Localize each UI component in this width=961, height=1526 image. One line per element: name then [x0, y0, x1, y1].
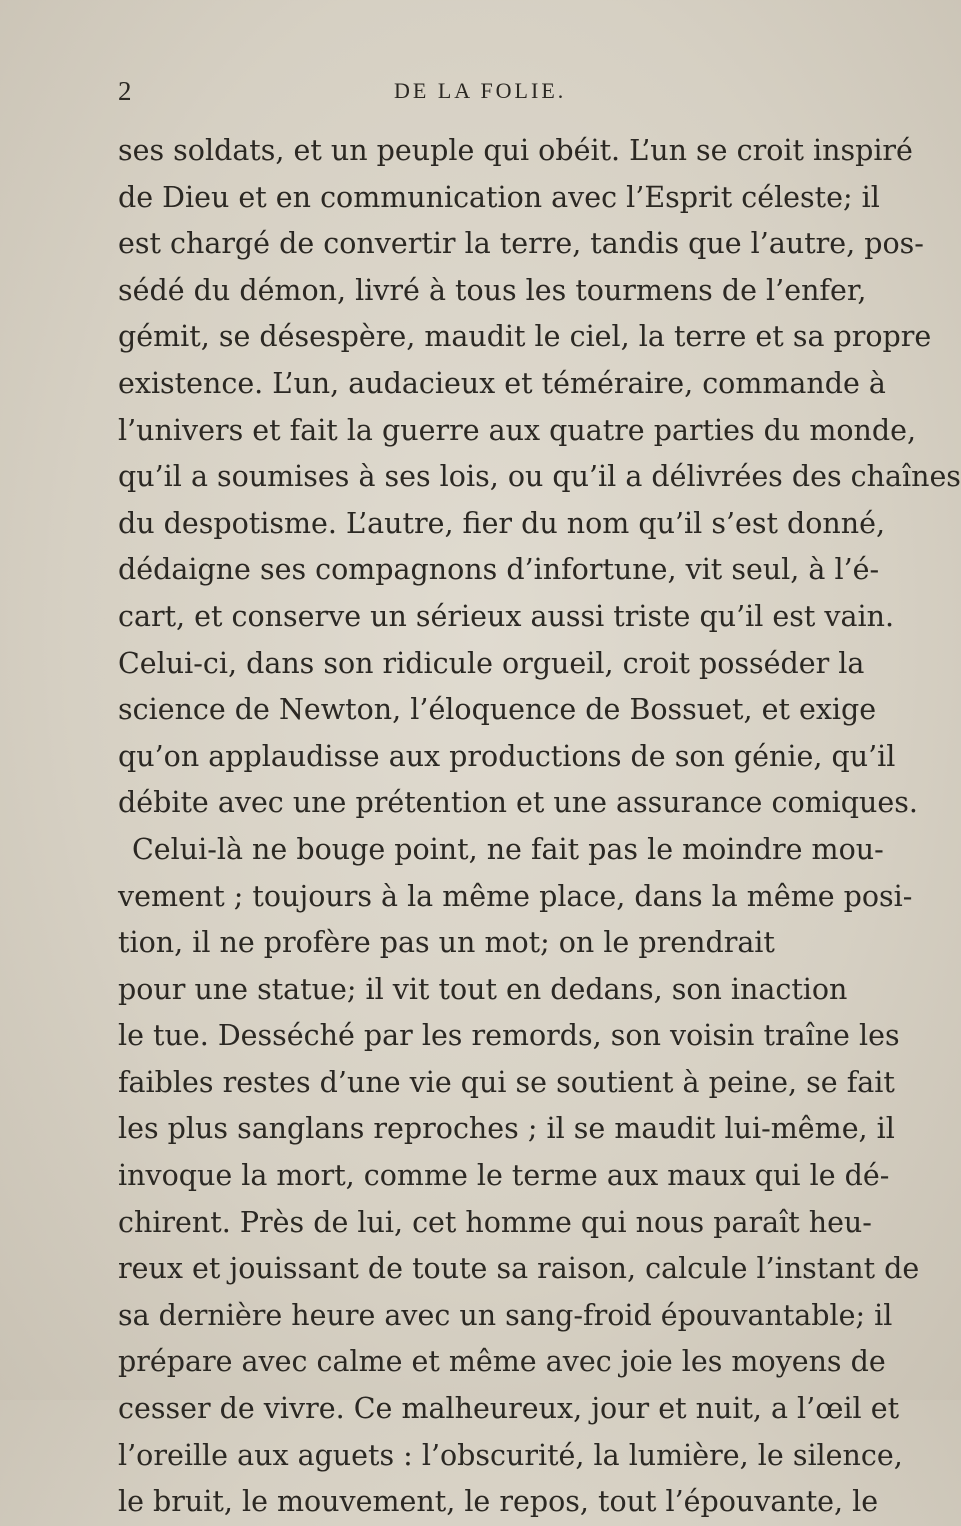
text-line: le tue. Desséché par les remords, son voisin traîne les	[118, 1019, 900, 1053]
text-line: qu’il a soumises à ses lois, ou qu’il a délivrées des chaînes	[118, 460, 961, 494]
text-line: sédé du démon, livré à tous les tourmens de l’enfer,	[118, 273, 867, 307]
text-line: cesser de vivre. Ce malheureux, jour et nuit, a l’œil et	[118, 1392, 900, 1426]
text-line: Celui-ci, dans son ridicule orgueil, croit posséder la	[118, 646, 865, 680]
text-line: science de Newton, l’éloquence de Bossuet, et exige	[118, 693, 877, 727]
text-line: l’univers et fait la guerre aux quatre parties du monde,	[118, 413, 917, 447]
text-line: cart, et conserve un sérieux aussi triste qu’il est vain.	[118, 599, 895, 633]
text-line: pour une statue; il vit tout en dedans, son inaction	[118, 972, 848, 1006]
text-line: du despotisme. L’autre, fier du nom qu’il s’est donné,	[118, 506, 886, 540]
text-line: chirent. Près de lui, cet homme qui nous paraît heu-	[118, 1205, 872, 1239]
text-line: est chargé de convertir la terre, tandis que l’autre, pos-	[118, 227, 924, 261]
text-line: qu’on applaudisse aux productions de son génie, qu’il	[118, 739, 896, 773]
text-line: invoque la mort, comme le terme aux maux qui le dé-	[118, 1159, 890, 1193]
text-line: tion, il ne profère pas un mot; on le prendrait	[118, 926, 775, 960]
text-line: sa dernière heure avec un sang-froid épouvantable; il	[118, 1298, 893, 1332]
text-line: gémit, se désespère, maudit le ciel, la terre et sa propre	[118, 320, 932, 354]
text-line: reux et jouissant de toute sa raison, calcule l’instant de	[118, 1252, 920, 1286]
text-line: Celui-là ne bouge point, ne fait pas le moindre mou-	[132, 832, 884, 866]
text-line: de Dieu et en communication avec l’Esprit céleste; il	[118, 180, 880, 214]
page-number: 2	[118, 76, 132, 106]
text-line: le bruit, le mouvement, le repos, tout l’épouvante, le	[118, 1485, 879, 1519]
text-line: faibles restes d’une vie qui se soutient à peine, se fait	[118, 1065, 895, 1099]
text-line: dédaigne ses compagnons d’infortune, vit seul, à l’é-	[118, 553, 880, 587]
text-line: existence. L’un, audacieux et téméraire, commande à	[118, 366, 886, 400]
text-line: prépare avec calme et même avec joie les moyens de	[118, 1345, 886, 1379]
text-line: les plus sanglans reproches ; il se maudit lui-même, il	[118, 1112, 895, 1146]
running-head	[118, 76, 758, 116]
running-title: DE LA FOLIE.	[394, 78, 567, 103]
text-line: l’oreille aux aguets : l’obscurité, la lumière, le silence,	[118, 1438, 903, 1472]
text-line: débite avec une prétention et une assurance comiques.	[118, 786, 918, 820]
text-line: ses soldats, et un peuple qui obéit. L’un se croit inspiré	[118, 134, 913, 167]
text-line: vement ; toujours à la même place, dans la même posi-	[118, 879, 913, 913]
body-text	[118, 128, 961, 1526]
